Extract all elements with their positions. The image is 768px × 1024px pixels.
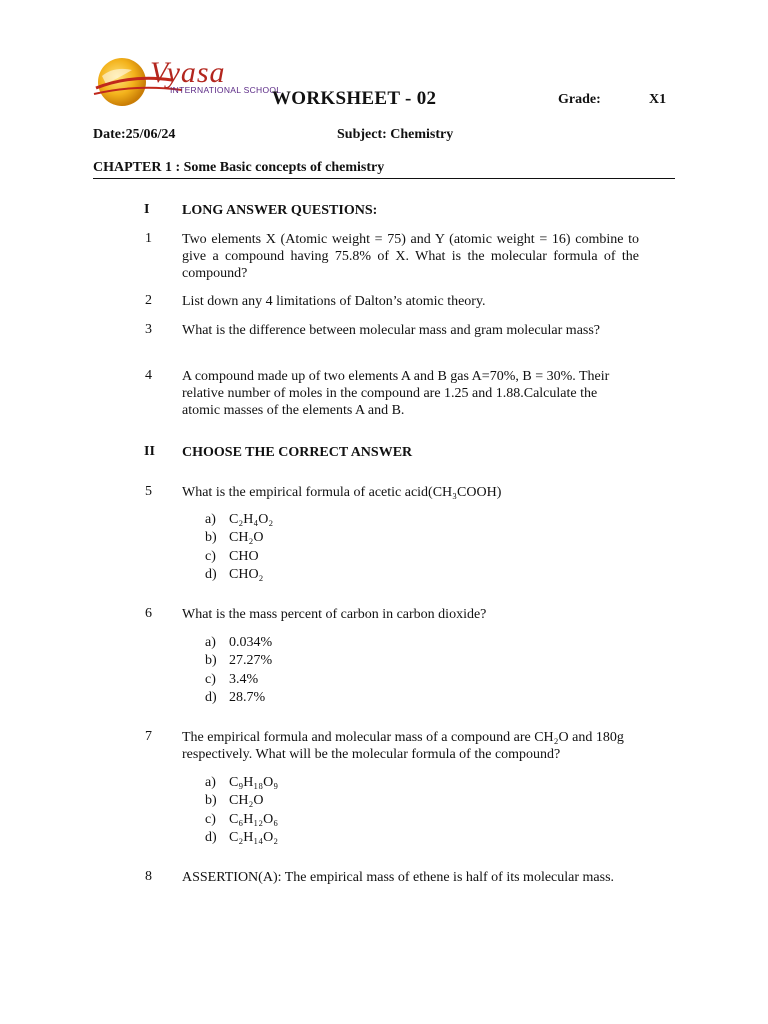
question-number: 4 [145,368,152,383]
option-c: c) C₆H₁₂O₆ [205,811,279,827]
grade-label: Grade: [558,92,601,107]
options-list [205,774,278,847]
worksheet-title: WORKSHEET - 02 [272,88,437,109]
section-numeral: I [144,202,150,217]
question-number: 8 [145,869,152,884]
option-c: c) CHO [205,548,259,564]
question-text: What is the empirical formula of acetic acid(CH₃COOH) [182,485,502,500]
options-list [205,634,272,707]
options-list [205,511,273,584]
grade-value: X1 [649,92,667,107]
question-number: 2 [145,293,152,308]
logo-subtitle: INTERNATIONAL SCHOOL [170,85,282,95]
option-c: c) 3.4% [205,671,259,687]
option-d: d) 28.7% [205,689,266,705]
question-text: Two elements X (Atomic weight = 75) and Y (atomic weight = 16) combine to give a compound having 75.8% of X. What is the molecular formula of the compound? [182,232,639,281]
question-text: List down any 4 limitations of Dalton’s atomic theory. [182,294,486,309]
question-number: 1 [145,231,152,246]
date-label: Date:25/06/24 [93,127,176,142]
question-text: The empirical formula and molecular mass of a compound are CH₂O and 180g respectively. What will be the molecular formula of the compound? [182,730,624,762]
option-b: b) CH₂O [205,793,264,809]
question-text: What is the mass percent of carbon in carbon dioxide? [182,607,487,622]
option-b: b) 27.27% [205,653,273,669]
question-text: A compound made up of two elements A and B gas A=70%, B = 30%. Their relative number of moles in the compound are 1.25 and 1.88.Calculate the atomic masses of the elements A and B. [182,369,610,418]
section-title: CHOOSE THE CORRECT ANSWER [182,445,413,460]
question-number: 5 [145,484,152,499]
option-d: d) C₂H₁₄O₂ [205,829,279,845]
question-number: 7 [145,729,152,744]
option-a: a) C₂H₄O₂ [205,512,274,527]
question-text: What is the difference between molecular mass and gram molecular mass? [182,323,601,338]
logo-wordmark: Vyasa [150,56,226,89]
section-numeral: II [144,444,155,459]
option-a: a) C₉H₁₈O₉ [205,775,279,790]
question-number: 6 [145,606,152,621]
subject-label: Subject: Chemistry [337,127,454,142]
section-title: LONG ANSWER QUESTIONS: [182,203,378,218]
question-text: ASSERTION(A): The empirical mass of ethene is half of its molecular mass. [182,870,615,885]
option-d: d) CHO₂ [205,566,264,582]
question-number: 3 [145,322,152,337]
header-divider [93,178,675,179]
chapter-heading: CHAPTER 1 : Some Basic concepts of chemistry [93,160,385,175]
option-b: b) CH₂O [205,530,264,546]
option-a: a) 0.034% [205,635,273,650]
